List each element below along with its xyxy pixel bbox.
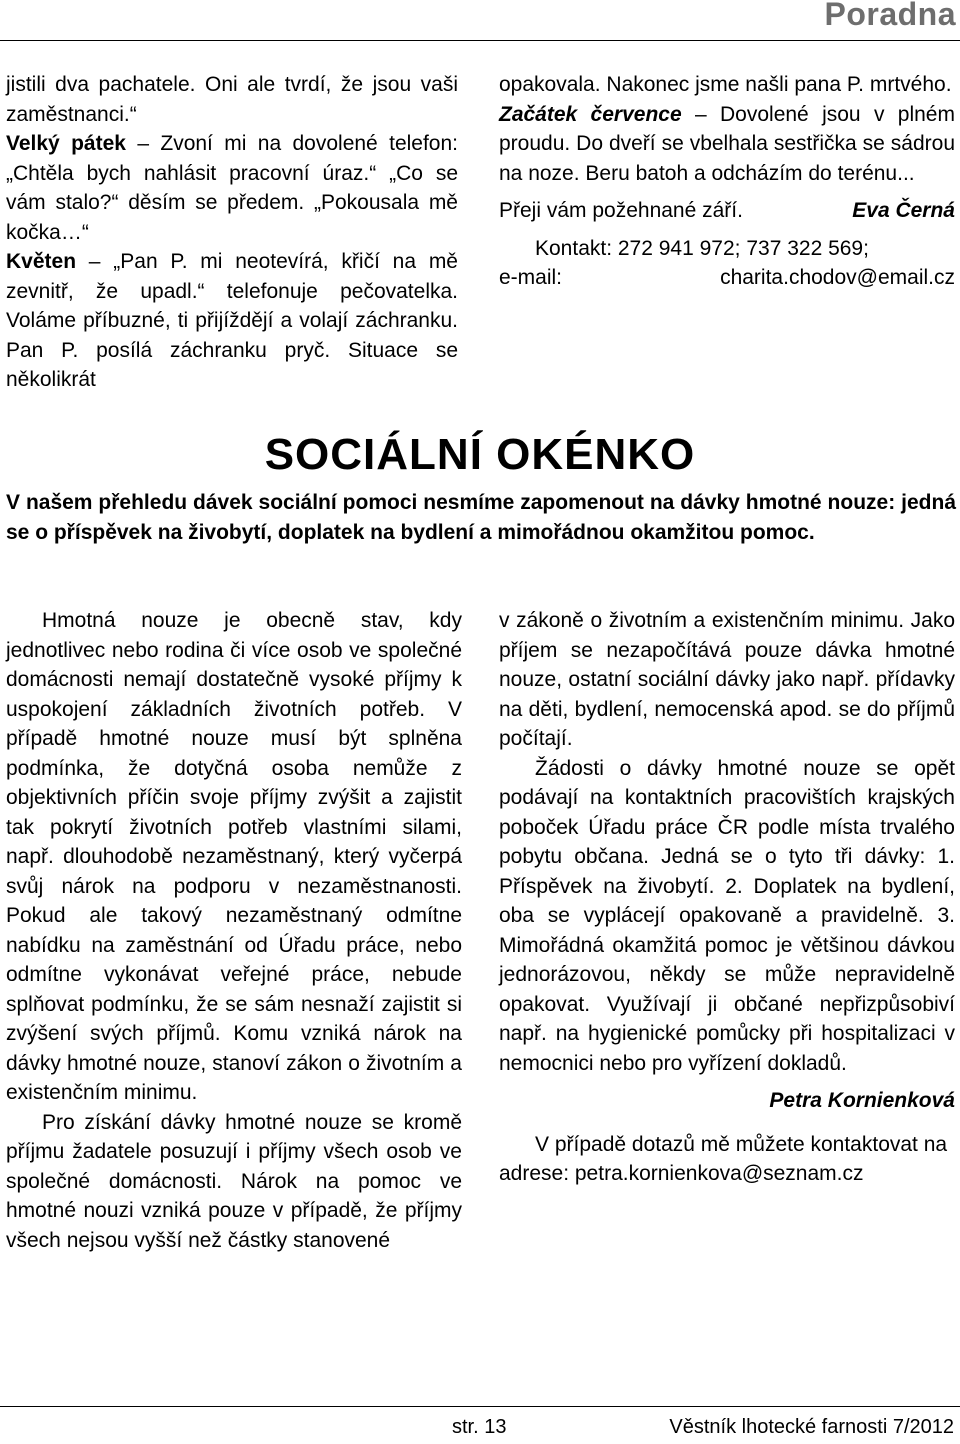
paragraph: opakovala. Nakonec jsme našli pana P. mrtvého.	[499, 73, 952, 96]
paragraph-text: – Zvoní mi na dovolené telefon: „Chtěla bych nahlásit pracovní úraz.“ „Co se vám stalo?“ děsím se předem. „Pokousala mě kočka…“	[6, 132, 458, 244]
date-label-zacatek-cervence: Začátek července	[499, 102, 682, 126]
author-signature: Eva Černá	[852, 199, 955, 222]
bottom-right-column	[499, 606, 955, 1189]
date-label-velky-patek: Velký pátek	[6, 132, 126, 155]
section-intro: V našem přehledu dávek sociální pomoci nesmíme zapomenout na dávky hmotné nouze: jedná se o příspěvek na živobytí, doplatek na bydlení a mimořádnou okamžitou pomoc.	[6, 491, 956, 544]
closing-line	[499, 196, 955, 226]
paragraph: Žádosti o dávky hmotné nouze se opět podávají na kontaktních pracovištích krajských poboček Úřadu práce ČR podle místa trvalého pobytu občana. Jedná se o tyto tři dávky: 1. Příspěvek na živobytí. 2. Doplatek na bydlení, oba se vyplácejí opakovaně a pravidelně. 3. Mimořádná okamžitá pomoc je většinou dávkou jednorázovou, někdy se může nepravidelně opakovat. Využívají ji občané nepřizpůsobiví např. na hygienické pomůcky při hospitalizaci v nemocnici nebo pro vyřízení dokladů.	[499, 756, 955, 1075]
top-left-column	[6, 70, 458, 395]
footer-divider	[0, 1406, 960, 1407]
page-footer	[0, 1406, 960, 1444]
top-right-column	[499, 70, 955, 293]
author-signature: Petra Kornienková	[769, 1089, 955, 1112]
contact-block	[499, 234, 955, 293]
paragraph: V případě dotazů mě můžete kontaktovat na adrese: petra.kornienkova@seznam.cz	[499, 1132, 948, 1185]
paragraph-text: jistili dva pachatele. Oni ale tvrdí, že jsou vaši zaměstnanci.“	[6, 73, 458, 126]
paragraph: v zákoně o životním a existenčním minimu. Jako příjem se nezapočítává pouze dávka hmotné nouze, ostatní sociální dávky jako např. přídavky na děti, bydlení, nemocenská apod. se do příjmů počítají.	[499, 609, 955, 750]
contact-email-line	[499, 263, 955, 293]
section-title: SOCIÁLNÍ OKÉNKO	[264, 430, 696, 479]
bottom-left-column	[6, 606, 462, 1255]
publication-name: Věstník lhotecké farnosti 7/2012	[669, 1416, 954, 1438]
email-label: e-mail:	[499, 266, 563, 289]
email-address[interactable]: charita.chodov@email.cz	[720, 266, 955, 289]
paragraph	[499, 100, 955, 189]
paragraph: Hmotná nouze je obecně stav, kdy jednotlivec nebo rodina či více osob ve společné domácnosti nemají dostatečně vysoké příjmy k uspokojení základních životních potřeb. V případě hmotné nouze musí být splněna podmínka, že dotyčná osoba nemůže z objektivních příčin svoje příjmy zvýšit a zajistit tak pokrytí životních potřeb vlastními silami, např. dlouhodobě nezaměstnaný, který vyčerpá svůj nárok na podporu v nezaměstnanosti. Pokud ale takový nezaměstnaný odmítne nabídku na zaměstnání od Úřadu práce, nebo odmítne vykonávat veřejné práce, nebude splňovat podmínku, že se sám nesnaží zajistit si zvýšení svých příjmů. Komu vzniká nárok na dávky hmotné nouze, stanoví zákon o životním a existenčním minimu.	[6, 609, 462, 1104]
header-divider	[0, 40, 960, 41]
page-header	[0, 0, 960, 44]
section-header-title: Poradna	[824, 0, 956, 32]
date-label-kveten: Květen	[6, 250, 77, 273]
contact-phones: Kontakt: 272 941 972; 737 322 569;	[535, 236, 869, 260]
paragraph: Pro získání dávky hmotné nouze se kromě příjmu žadatele posuzují i příjmy všech osob ve společné domácnosti. Nárok na pomoc ve hmotné nouzi vzniká pouze v případě, že příjmy všech nejsou vyšší než částky stanovené	[6, 1110, 462, 1252]
paragraph-text: – „Pan P. mi neotevírá, křičí na mě zevnitř, že upadl.“ telefonuje pečovatelka. Voláme příbuzné, ti přijíždějí a volají záchranku. Pan P. posílá záchranku pryč. Situace se několikrát	[6, 250, 458, 391]
paragraph	[6, 70, 458, 395]
closing-wish: Přeji vám požehnané září.	[499, 199, 743, 222]
paragraph-text: – Dovolené jsou v plném proudu. Do dveří se vbelhala sestřička se sádrou na noze. Beru batoh a odcházím do terénu...	[499, 102, 955, 185]
page-number: str. 13	[452, 1416, 507, 1438]
